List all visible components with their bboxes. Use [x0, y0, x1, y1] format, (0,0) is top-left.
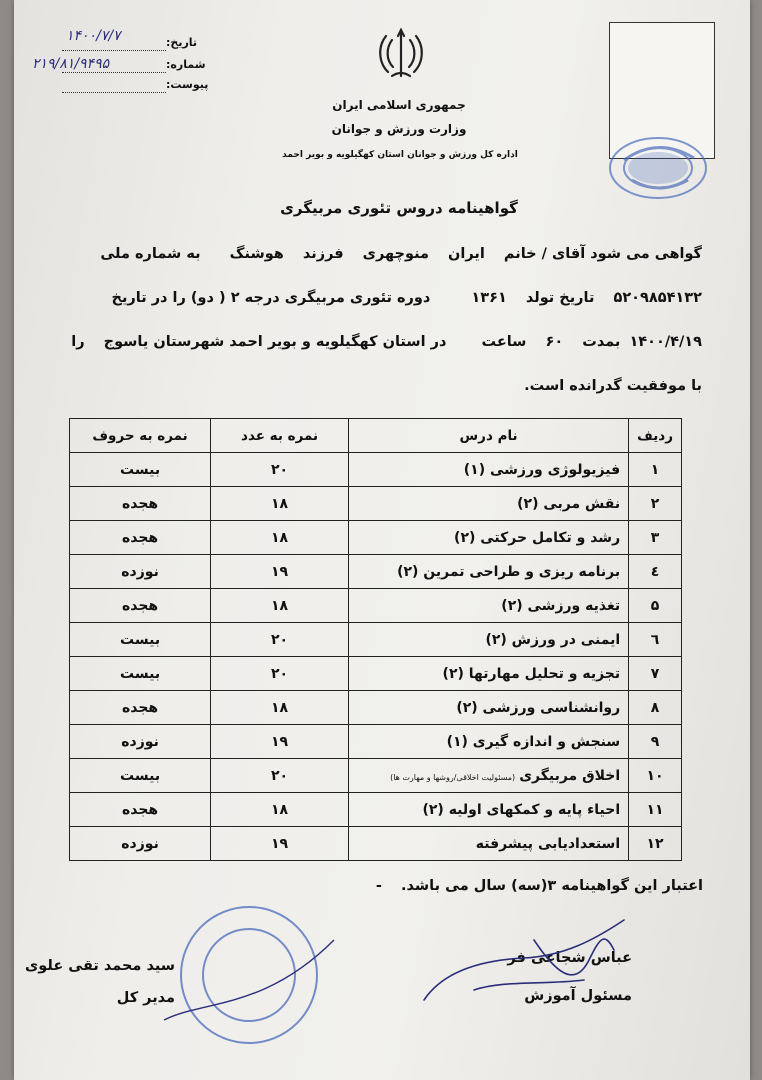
score-number-cell: ۲۰: [211, 453, 349, 487]
course-name: تغذیه ورزشی (۲): [501, 597, 621, 614]
date-value: ۱۴۰۰/۷/۷: [66, 28, 121, 44]
validity-text: اعتبار این گواهینامه ۳(سه) سال می باشد.: [401, 878, 703, 894]
course-name: استعدادیابی پیشرفته: [475, 835, 621, 852]
course-name: رشد و تکامل حرکتی (۲): [454, 529, 621, 546]
table-row: [70, 759, 682, 793]
course-name-cell: [349, 487, 629, 521]
course-level-text: دوره تئوری مربیگری درجه ۲ ( دو) را در تاریخ: [111, 290, 431, 306]
course-name-cell: [349, 555, 629, 589]
score-number-cell: ۱۸: [211, 793, 349, 827]
attachment-line: [62, 92, 166, 93]
number-label: شماره:: [166, 58, 206, 71]
table-row: [70, 691, 682, 725]
father-name: هوشنگ: [229, 246, 284, 262]
org-line-3: اداره کل ورزش و جوانان استان کهگیلویه و بویر احمد: [282, 150, 518, 160]
score-number-cell: ۱۸: [211, 521, 349, 555]
national-id-text: به شماره ملی: [100, 246, 201, 262]
row-number-cell: ۱۲: [629, 827, 682, 861]
score-number-cell: ۱۹: [211, 827, 349, 861]
org-line-2: وزارت ورزش و جوانان: [331, 122, 467, 136]
score-number-cell: ۲۰: [211, 623, 349, 657]
course-name: احیاء پایه و کمکهای اولیه (۲): [422, 801, 621, 818]
header-score-words: نمره به حروف: [70, 419, 211, 453]
date-label: تاریخ:: [166, 36, 198, 49]
course-name: سنجش و اندازه گیری (۱): [446, 733, 621, 750]
course-name-cell: [349, 521, 629, 555]
birth-year: ۱۳۶۱: [471, 290, 507, 306]
score-number-cell: ۲۰: [211, 759, 349, 793]
certificate-line-2: [98, 290, 702, 306]
national-id: ۵۲۰۹۸۵۴۱۳۲: [613, 290, 702, 306]
course-name: برنامه ریزی و طراحی تمرین (۲): [397, 563, 621, 580]
signer-left-name: سید محمد تقی علوی: [25, 958, 175, 974]
round-stamp-icon: [144, 900, 354, 1050]
score-words-cell: بیست: [70, 453, 211, 487]
validity-note: [376, 878, 703, 894]
course-name-cell: [349, 589, 629, 623]
header-course-name: نام درس: [349, 419, 629, 453]
certificate-title: گواهینامه دروس تئوری مربیگری: [280, 199, 518, 217]
header-row-number: ردیف: [629, 419, 682, 453]
certify-text: گواهی می شود آقای / خانم: [503, 246, 702, 262]
hours-value: ۶۰: [545, 334, 564, 350]
score-words-cell: هجده: [70, 793, 211, 827]
signature-right-icon: [414, 900, 664, 1020]
grades-table-body: [70, 453, 682, 861]
certificate-page: [14, 0, 750, 1080]
hours-label: ساعت: [481, 334, 527, 350]
signer-right-role: مسئول آموزش: [524, 988, 632, 1004]
row-number-cell: ۳: [629, 521, 682, 555]
table-header-row: [70, 419, 682, 453]
course-name-cell: [349, 623, 629, 657]
signer-left-role: مدیر کل: [116, 990, 175, 1006]
table-row: [70, 555, 682, 589]
course-date: ۱۴۰۰/۴/۱۹: [629, 334, 702, 350]
row-number-cell: ۹: [629, 725, 682, 759]
score-words-cell: هجده: [70, 487, 211, 521]
course-name-cell: [349, 691, 629, 725]
child-of-text: فرزند: [302, 246, 344, 262]
birth-date-label: تاریخ تولد: [525, 290, 595, 306]
row-number-cell: ٦: [629, 623, 682, 657]
score-words-cell: هجده: [70, 691, 211, 725]
score-number-cell: ۱۸: [211, 589, 349, 623]
certificate-line-4: با موفقیت گدرانده است.: [524, 378, 702, 394]
last-name: منوچهری: [362, 246, 429, 262]
score-number-cell: ۱۸: [211, 487, 349, 521]
score-words-cell: بیست: [70, 623, 211, 657]
attachment-label: پیوست:: [166, 78, 209, 91]
score-words-cell: بیست: [70, 759, 211, 793]
course-name: روانشناسی ورزشی (۲): [456, 699, 621, 716]
score-words-cell: نوزده: [70, 725, 211, 759]
score-number-cell: ۱۹: [211, 725, 349, 759]
course-name-cell: [349, 793, 629, 827]
course-name: فیزیولوژی ورزشی (۱): [463, 461, 621, 478]
certificate-line-1: [86, 246, 702, 262]
table-row: [70, 827, 682, 861]
table-row: [70, 487, 682, 521]
iran-emblem-icon: [374, 26, 428, 82]
course-name-cell: [349, 827, 629, 861]
course-name-cell: [349, 453, 629, 487]
location-text: در استان کهگیلویه و بویر احمد شهرستان یاسوج: [103, 334, 447, 350]
score-number-cell: ۲۰: [211, 657, 349, 691]
score-words-cell: نوزده: [70, 827, 211, 861]
score-words-cell: نوزده: [70, 555, 211, 589]
org-line-1: جمهوری اسلامی ایران: [332, 98, 466, 112]
stamp-icon: [602, 130, 722, 210]
number-line: [62, 72, 166, 73]
table-row: [70, 793, 682, 827]
course-name-cell: [349, 725, 629, 759]
number-value: ۲۱۹/۸۱/۹۴۹۵: [32, 56, 110, 72]
duration-label: بمدت: [582, 334, 621, 350]
table-row: [70, 521, 682, 555]
table-row: [70, 453, 682, 487]
row-number-cell: ۱۱: [629, 793, 682, 827]
score-number-cell: ۱۸: [211, 691, 349, 725]
course-name: ایمنی در ورزش (۲): [485, 631, 621, 648]
course-name: اخلاق مربیگری: [519, 767, 621, 784]
score-words-cell: هجده: [70, 589, 211, 623]
score-number-cell: ۱۹: [211, 555, 349, 589]
table-row: [70, 589, 682, 623]
course-note: (مسئولیت اخلاقی/روشها و مهارت ها): [390, 772, 516, 782]
certificate-line-3: [57, 334, 702, 350]
table-row: [70, 725, 682, 759]
row-number-cell: ۵: [629, 589, 682, 623]
grades-table: [69, 418, 682, 861]
row-number-cell: ۱۰: [629, 759, 682, 793]
table-row: [70, 623, 682, 657]
table-row: [70, 657, 682, 691]
course-name-cell: [349, 657, 629, 691]
ra-text: را: [71, 334, 85, 350]
row-number-cell: ۱: [629, 453, 682, 487]
signer-right-name: عباس شجاعی فر: [507, 950, 632, 966]
row-number-cell: ۸: [629, 691, 682, 725]
row-number-cell: ۲: [629, 487, 682, 521]
date-line: [62, 50, 166, 51]
course-name: نقش مربی (۲): [517, 495, 621, 512]
first-name: ایران: [448, 246, 485, 262]
score-words-cell: هجده: [70, 521, 211, 555]
bullet-dash: -: [375, 878, 382, 894]
row-number-cell: ۷: [629, 657, 682, 691]
course-name-cell: [349, 759, 629, 793]
header-score-number: نمره به عدد: [211, 419, 349, 453]
score-words-cell: بیست: [70, 657, 211, 691]
course-name: تجزیه و تحلیل مهارتها (۲): [442, 665, 621, 682]
row-number-cell: ٤: [629, 555, 682, 589]
